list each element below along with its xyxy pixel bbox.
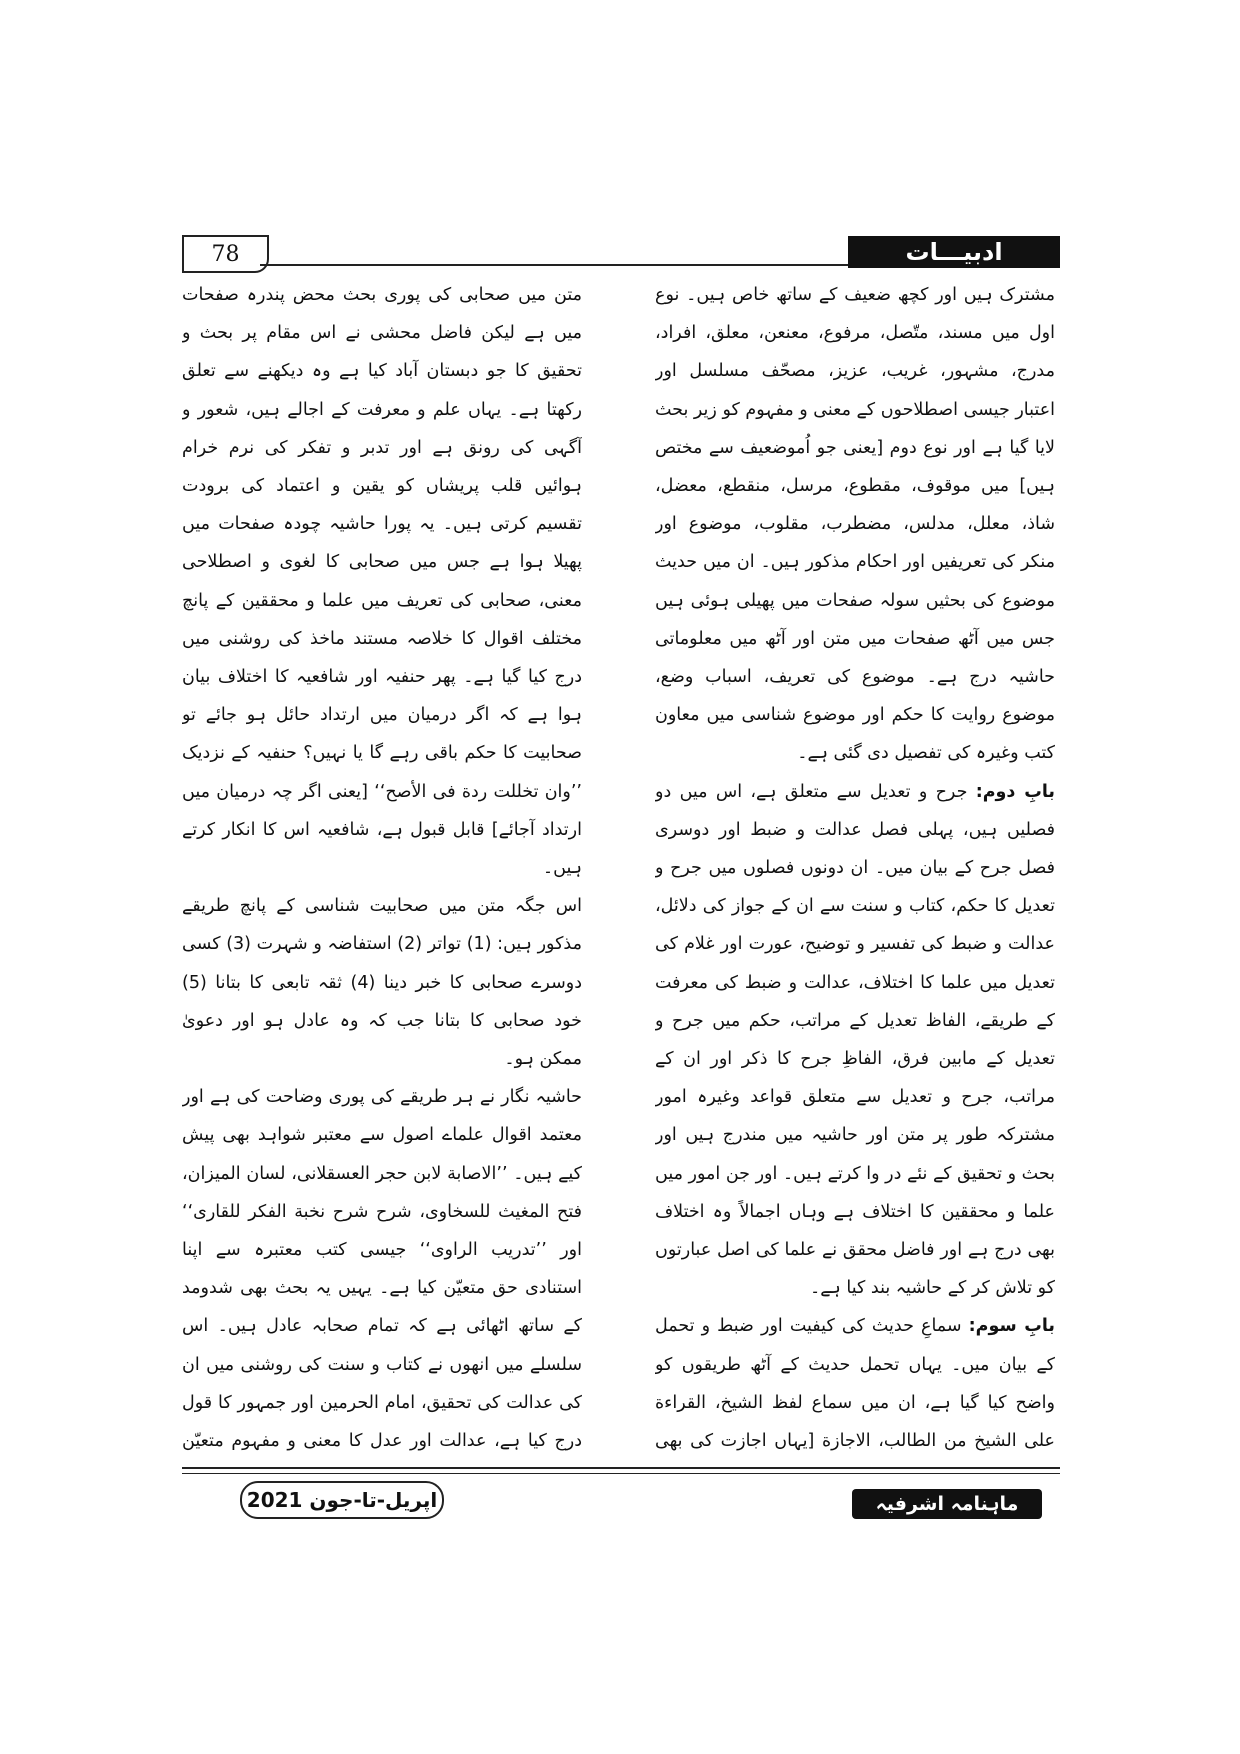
paragraph: [182, 887, 582, 1078]
page-number: 78: [182, 235, 269, 273]
paragraph-text: اس جگہ متن میں صحابیت شناسی کے پانچ طریقے مذکور ہیں: (1) تواتر (2) استفاضہ و شہرت (3) کسی دوسرے صحابی کا خبر دینا (4) ثقہ تابعی کا بتانا (5) خود صحابی کا بتانا جب کہ وہ عادل ہو اور دعویٰ ممکن ہو۔: [182, 896, 582, 1070]
paragraph: [655, 1307, 1055, 1454]
chapter-heading: بابِ دوم:: [975, 781, 1055, 802]
issue-date: اپریل-تا-جون 2021: [240, 1481, 444, 1519]
paragraph-text: جرح و تعدیل سے متعلق ہے، اس میں دو فصلیں ہیں، پہلی فصل عدالت و ضبط اور دوسری فصل جرح کے بیان میں۔ ان دونوں فصلوں میں جرح و تعدیل کا حکم، کتاب و سنت سے ان کے جواز کی دلائل، عدالت و ضبط کی تفسیر و توضیح، عورت اور غلام کی تعدیل میں علما کا اختلاف، عدالت و ضبط کی معرفت کے طریقے، الفاظ تعدیل کے مراتب، حکم میں جرح و تعدیل کے مابین فرق، الفاظِ جرح کا ذکر اور ان کے مراتب، جرح و تعدیل سے متعلق قواعد وغیرہ امور مشترکہ طور پر متن اور حاشیہ میں مندرج ہیں اور بحث و تحقیق کے نئے در وا کرتے ہیں۔ اور جن امور میں علما و محققین کا اختلاف ہے وہاں اجمالاً وہ اختلاف بھی درج ہے اور فاضل محقق نے علما کی اصل عبارتوں کو تلاش کر کے حاشیہ بند کیا ہے۔: [655, 781, 1055, 1299]
paragraph-text: متن میں صحابی کی پوری بحث محض پندرہ صفحات میں ہے لیکن فاضل محشی نے اس مقام پر بحث و تحقیق کا جو دبستان آباد کیا ہے وہ دیکھنے سے تعلق رکھتا ہے۔ یہاں علم و معرفت کے اجالے ہیں، شعور و آگہی کی رونق ہے اور تدبر و تفکر کی نرم خرام ہوائیں قلب پریشاں کو یقین و اعتماد کی برودت تقسیم کرتی ہیں۔ یہ پورا حاشیہ چودہ صفحات میں پھیلا ہوا ہے جس میں صحابی کا لغوی و اصطلاحی معنی، صحابی کی تعریف میں علما و محققین کے پانچ مختلف اقوال کا خلاصہ مستند ماخذ کی روشنی میں درج کیا گیا ہے۔ پھر حنفیہ اور شافعیہ کا اختلاف بیان ہوا ہے کہ اگر درمیان میں ارتداد حائل ہو جائے تو صحابیت کا حکم باقی رہے گا یا نہیں؟ حنفیہ کے نزدیک ’’وان تخللت ردة فی الأصح‘‘ [یعنی اگر چہ درمیان میں ارتداد آجائے] قابل قبول ہے، شافعیہ اس کا انکار کرتے ہیں۔: [182, 285, 582, 879]
paragraph-text: مشترک ہیں اور کچھ ضعیف کے ساتھ خاص ہیں۔ نوع اول میں مسند، متّصل، مرفوع، معنعن، معلق، افراد، مدرج، مشہور، غریب، عزیز، مصحّف مسلسل اور اعتبار جیسی اصطلاحوں کے معنی و مفہوم کو زیر بحث لایا گیا ہے اور نوع دوم [یعنی جو اُموضعیف سے مختص ہیں] میں موقوف، مقطوع، مرسل، منقطع، معضل، شاذ، معلل، مدلس، مضطرب، مقلوب، موضوع اور منکر کی تعریفیں اور احکام مذکور ہیں۔ ان میں حدیث موضوع کی بحثیں سولہ صفحات میں پھیلی ہوئی ہیں جس میں آٹھ صفحات میں متن اور آٹھ میں معلوماتی حاشیہ درج ہے۔ موضوع کی تعریف، اسباب وضع، موضوع روایت کا حکم اور موضوع شناسی میں معاون کتب وغیرہ کی تفصیل دی گئی ہے۔: [655, 285, 1055, 764]
footer-rule: [182, 1467, 1060, 1469]
section-title: ادبیـــات: [848, 236, 1060, 268]
magazine-name: ماہنامہ اشرفیہ: [852, 1489, 1042, 1519]
left-column: [182, 276, 582, 1454]
paragraph: [655, 773, 1055, 1308]
paragraph: [182, 276, 582, 887]
paragraph: [655, 276, 1055, 773]
footer-rule-thin: [182, 1473, 1060, 1474]
paragraph-text: حاشیہ نگار نے ہر طریقے کی پوری وضاحت کی ہے اور معتمد اقوال علماے اصول سے معتبر شواہد بھی پیش کیے ہیں۔ ’’الاصابة لابن حجر العسقلانی، لسان المیزان، فتح المغیث للسخاوی، شرح شرح نخبة الفکر للقاری‘‘ اور ’’تدریب الراوی‘‘ جیسی کتب معتبرہ سے اپنا استنادی حق متعیّن کیا ہے۔ یہیں یہ بحث بھی شدومد کے ساتھ اٹھائی ہے کہ تمام صحابہ عادل ہیں۔ اس سلسلے میں انھوں نے کتاب و سنت کی روشنی میں ان کی عدالت کی تحقیق، امام الحرمین اور جمہور کا قول درج کیا ہے، عدالت اور عدل کا معنی و مفہوم متعیّن: [182, 1087, 582, 1452]
chapter-heading: بابِ سوم:: [968, 1316, 1055, 1337]
header-rule: [260, 264, 852, 266]
paragraph: [182, 1078, 582, 1454]
right-column: [655, 276, 1055, 1454]
paragraph-text: سماعِ حدیث کی کیفیت اور ضبط و تحمل کے بیان میں۔ یہاں تحمل حدیث کے آٹھ طریقوں کو واضح کیا گیا ہے، ان میں سماع لفظ الشیخ، القراءة علی الشیخ من الطالب، الاجازة [یہاں اجازت کی بھی: [655, 1316, 1055, 1452]
